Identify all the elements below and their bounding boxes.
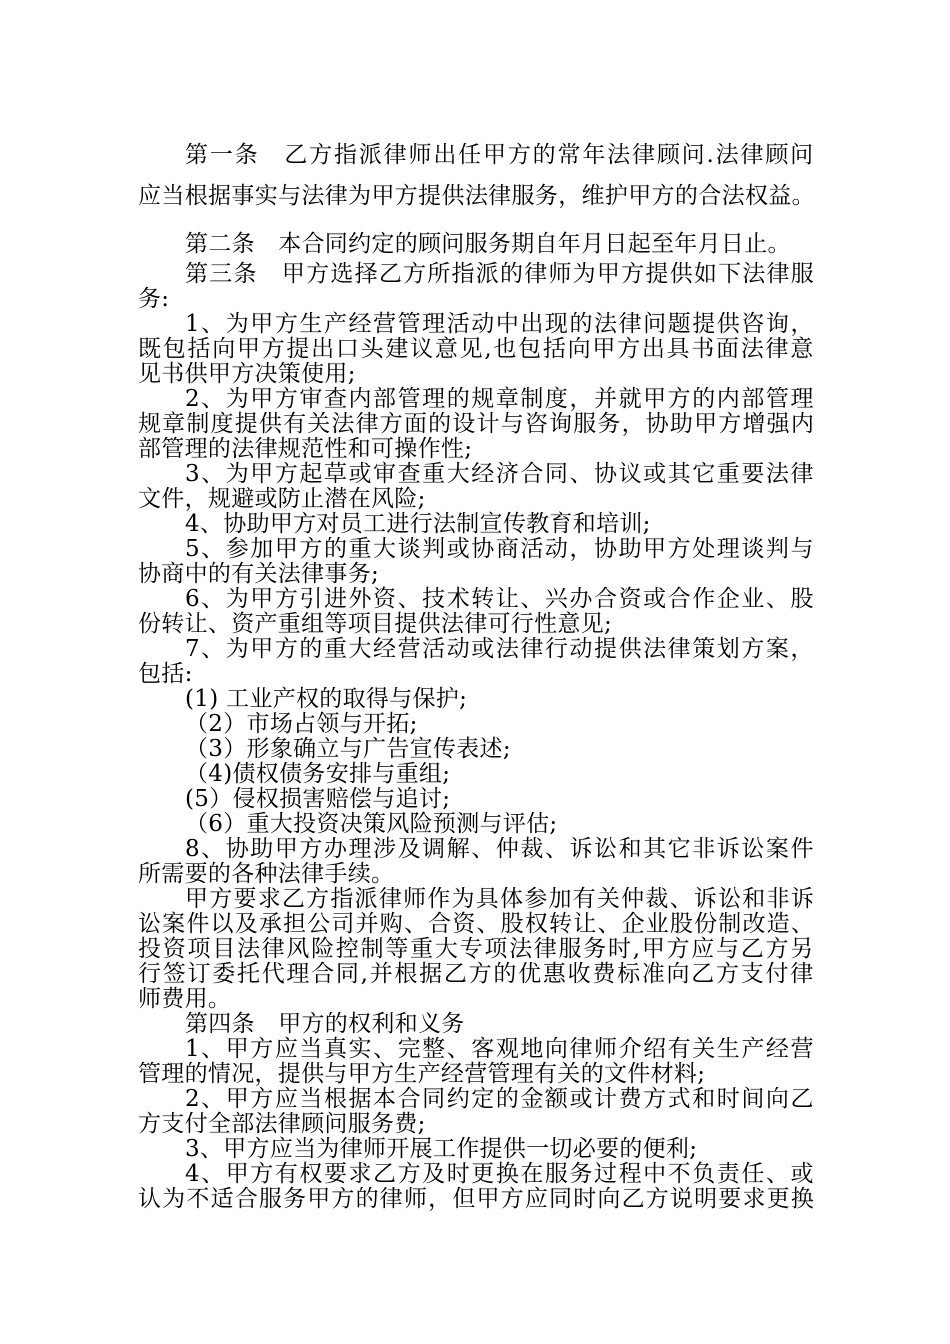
- clause-3-line-1: 第三条 甲方选择乙方所指派的律师为甲方提供如下法律服: [185, 261, 815, 287]
- clause-2-line: 第二条 本合同约定的顾问服务期自年月日起至年月日止。: [185, 231, 791, 257]
- clause-4-item-4-line-1: 4、甲方有权要求乙方及时更换在服务过程中不负责任、或: [185, 1161, 815, 1187]
- sub-item-1: (1) 工业产权的取得与保护;: [185, 686, 468, 712]
- item-2-line-3: 部管理的法律规范性和可操作性;: [138, 436, 473, 462]
- item-1-line-3: 见书供甲方决策使用;: [138, 361, 356, 387]
- special-service-line-5: 师费用。: [138, 986, 232, 1012]
- special-service-line-1: 甲方要求乙方指派律师作为具体参加有关仲裁、诉讼和非诉: [185, 886, 815, 912]
- sub-item-4: （4)债权债务安排与重组;: [185, 761, 451, 787]
- special-service-line-4: 行签订委托代理合同,并根据乙方的优惠收费标准向乙方支付律: [138, 961, 815, 987]
- item-4-line: 4、协助甲方对员工进行法制宣传教育和培训;: [185, 511, 651, 537]
- sub-item-6: （6）重大投资决策风险预测与评估;: [185, 811, 558, 837]
- clause-4-item-3-line: 3、甲方应当为律师开展工作提供一切必要的便利;: [185, 1136, 698, 1162]
- clause-4-heading: 第四条 甲方的权利和义务: [185, 1011, 465, 1037]
- sub-item-2: （2）市场占领与开拓;: [185, 711, 418, 737]
- clause-1-line-1: 第一条 乙方指派律师出任甲方的常年法律顾问.法律顾问: [185, 142, 815, 168]
- item-5-line-2: 协商中的有关法律事务;: [138, 561, 380, 587]
- clause-4-item-2-line-2: 方支付全部法律顾问服务费;: [138, 1111, 426, 1137]
- sub-item-3: （3）形象确立与广告宣传表述;: [185, 736, 511, 762]
- item-3-line-1: 3、为甲方起草或审查重大经济合同、协议或其它重要法律: [185, 461, 815, 487]
- clause-3-line-2: 务:: [138, 286, 170, 312]
- item-1-line-2: 既包括向甲方提出口头建议意见,也包括向甲方出具书面法律意: [138, 336, 815, 362]
- item-8-line-1: 8、协助甲方办理涉及调解、仲裁、诉讼和其它非诉讼案件: [185, 836, 815, 862]
- item-1-line-1: 1、为甲方生产经营管理活动中出现的法律问题提供咨询，: [185, 311, 815, 337]
- item-7-line-1: 7、为甲方的重大经营活动或法律行动提供法律策划方案，: [185, 636, 815, 662]
- item-2-line-2: 规章制度提供有关法律方面的设计与咨询服务，协助甲方增强内: [138, 411, 815, 437]
- item-6-line-1: 6、为甲方引进外资、技术转让、兴办合资或合作企业、股: [185, 586, 815, 612]
- item-5-line-1: 5、参加甲方的重大谈判或协商活动，协助甲方处理谈判与: [185, 536, 815, 562]
- special-service-line-2: 讼案件以及承担公司并购、合资、股权转让、企业股份制改造、: [138, 911, 815, 937]
- clause-4-item-1-line-2: 管理的情况，提供与甲方生产经营管理有关的文件材料;: [138, 1061, 706, 1087]
- item-7-line-2: 包括:: [138, 661, 193, 687]
- item-8-line-2: 所需要的各种法律手续。: [138, 861, 395, 887]
- item-3-line-2: 文件，规避或防止潜在风险;: [138, 486, 426, 512]
- sub-item-5: (5）侵权损害赔偿与追讨;: [185, 786, 451, 812]
- clause-4-item-4-line-2: 认为不适合服务甲方的律师，但甲方应同时向乙方说明要求更换: [138, 1186, 815, 1212]
- item-6-line-2: 份转让、资产重组等项目提供法律可行性意见;: [138, 611, 613, 637]
- clause-4-item-1-line-1: 1、甲方应当真实、完整、客观地向律师介绍有关生产经营: [185, 1036, 815, 1062]
- special-service-line-3: 投资项目法律风险控制等重大专项法律服务时,甲方应与乙方另: [138, 936, 815, 962]
- item-2-line-1: 2、为甲方审查内部管理的规章制度，并就甲方的内部管理: [185, 386, 815, 412]
- clause-1-line-2: 应当根据事实与法律为甲方提供法律服务，维护甲方的合法权益。: [138, 183, 815, 209]
- clause-4-item-2-line-1: 2、甲方应当根据本合同约定的金额或计费方式和时间向乙: [185, 1086, 815, 1112]
